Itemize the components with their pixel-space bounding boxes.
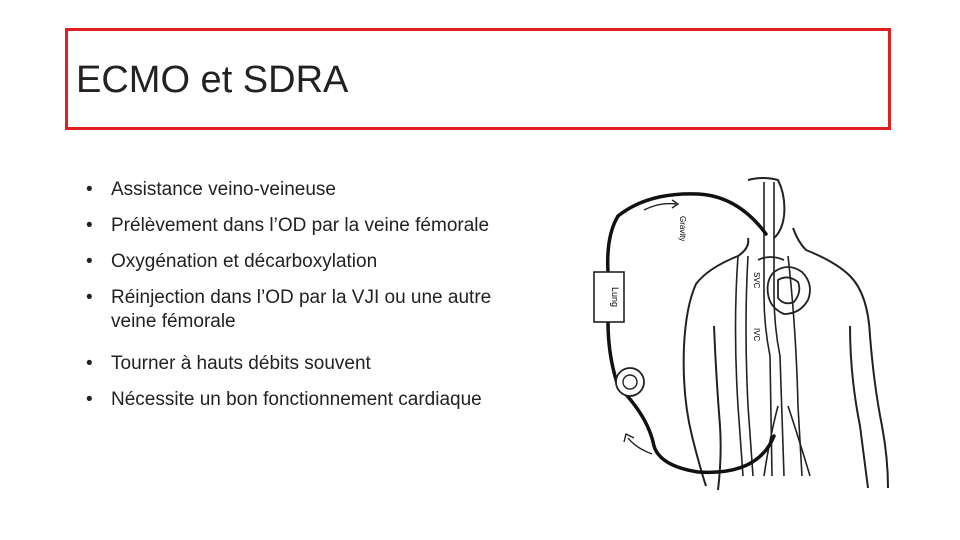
bullet-list <box>86 172 576 418</box>
bullet-dot: • <box>86 251 93 272</box>
right-arm-inner <box>850 326 868 488</box>
head-outline <box>748 178 784 238</box>
vessels <box>736 182 811 476</box>
slide-title: ECMO et SDRA <box>76 59 349 101</box>
oxygenator <box>594 272 624 322</box>
bullet-text: Assistance veino-veineuse <box>111 179 336 200</box>
bullet-text-continuation: veine fémorale <box>111 311 236 332</box>
vessel-left <box>764 182 772 476</box>
bullet-text: Réinjection dans l’OD par la VJI ou une autre <box>111 287 492 308</box>
bullet-item <box>86 244 576 280</box>
pump-outer <box>616 368 644 396</box>
bullet-item <box>86 280 576 346</box>
vessel-body-b <box>746 256 753 476</box>
bullet-dot: • <box>86 179 93 200</box>
flow-arrow-bottom <box>628 438 652 454</box>
pump <box>616 368 644 396</box>
bullet-text: Prélèvement dans l’OD par la veine fémorale <box>111 215 490 236</box>
bullet-text-wrap <box>111 280 576 340</box>
bullet-item <box>86 208 576 244</box>
flow-arrow-top <box>644 204 676 210</box>
body-outline <box>684 178 888 490</box>
lung-label: Lung <box>610 286 620 308</box>
ivc-label: IVC <box>752 328 761 342</box>
flow-arrow-bottom-head <box>624 434 634 442</box>
vessel-body-a <box>736 256 744 476</box>
bullet-dot: • <box>86 353 93 374</box>
flow-arrows <box>624 200 678 454</box>
heart-vessel <box>758 257 784 260</box>
heart-chamber <box>778 277 799 303</box>
left-arm-inner <box>714 326 721 490</box>
bullet-dot: • <box>86 215 93 236</box>
bullet-item <box>86 172 576 208</box>
title-box <box>65 28 891 130</box>
gravity-label: Gravity <box>678 216 687 242</box>
bullet-dot: • <box>86 389 93 410</box>
bullet-dot: • <box>86 287 93 308</box>
bullet-item <box>86 346 576 382</box>
heart <box>758 257 810 314</box>
bullet-text: Nécessite un bon fonctionnement cardiaque <box>111 389 482 410</box>
right-body-outline <box>793 228 888 488</box>
bullet-item <box>86 382 576 418</box>
drainage-cannula-line <box>608 322 774 472</box>
svc-label: SVC <box>752 272 761 289</box>
bullet-text: Oxygénation et décarboxylation <box>111 251 378 272</box>
bullet-text: Tourner à hauts débits souvent <box>111 353 371 374</box>
ecmo-circuit-diagram <box>588 176 918 496</box>
